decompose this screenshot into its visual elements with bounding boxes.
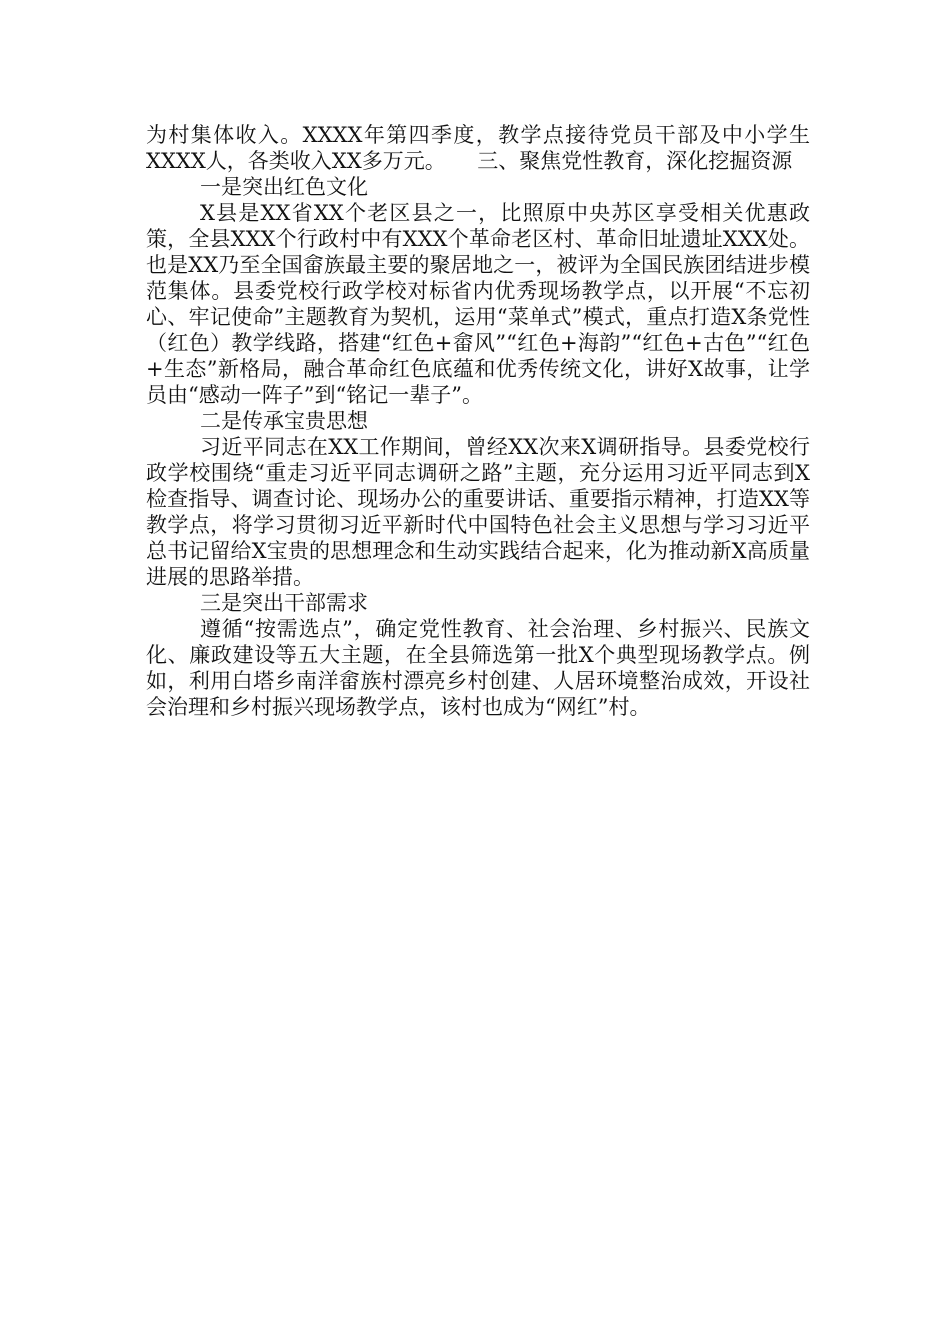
paragraph-continuation: 为村集体收入。XXXX年第四季度，教学点接待党员干部及中小学生XXXX人，各类收入XX多万元。 三、聚焦党性教育，深化挖掘资源 (146, 123, 810, 173)
section-heading-inherit-thought: 二是传承宝贵思想 (200, 409, 368, 433)
paragraph-red-culture: X县是XX省XX个老区县之一，比照原中央苏区享受相关优惠政策，全县XXX个行政村中有XXX个革命老区村、革命旧址遗址XXX处。也是XX乃至全国畲族最主要的聚居地之一，被评为全国民族团结进步模范集体。县委党校行政学校对标省内优秀现场教学点，以开展“不忘初心、牢记使命”主题教育为契机，运用“菜单式”模式，重点打造X条党性（红色）教学线路，搭建“红色+畲风”“红色+海韵”“红色+古色”“红色+生态”新格局，融合革命红色底蕴和优秀传统文化，讲好X故事，让学员由“感动一阵子”到“铭记一辈子”。 (146, 201, 810, 407)
paragraph-cadre-needs: 遵循“按需选点”，确定党性教育、社会治理、乡村振兴、民族文化、廉政建设等五大主题，在全县筛选第一批X个典型现场教学点。例如，利用白塔乡南洋畲族村漂亮乡村创建、人居环境整治成效，开设社会治理和乡村振兴现场教学点，该村也成为“网红”村。 (146, 617, 810, 719)
section-heading-cadre-needs: 三是突出干部需求 (200, 591, 368, 615)
paragraph-inherit-thought: 习近平同志在XX工作期间，曾经XX次来X调研指导。县委党校行政学校围绕“重走习近平同志调研之路”主题，充分运用习近平同志到X检查指导、调查讨论、现场办公的重要讲话、重要指示精神，打造XX等教学点，将学习贯彻习近平新时代中国特色社会主义思想与学习习近平总书记留给X宝贵的思想理念和生动实践结合起来，化为推动新X高质量进展的思路举措。 (146, 435, 810, 589)
section-heading-red-culture: 一是突出红色文化 (200, 175, 368, 199)
document-body (146, 122, 810, 720)
